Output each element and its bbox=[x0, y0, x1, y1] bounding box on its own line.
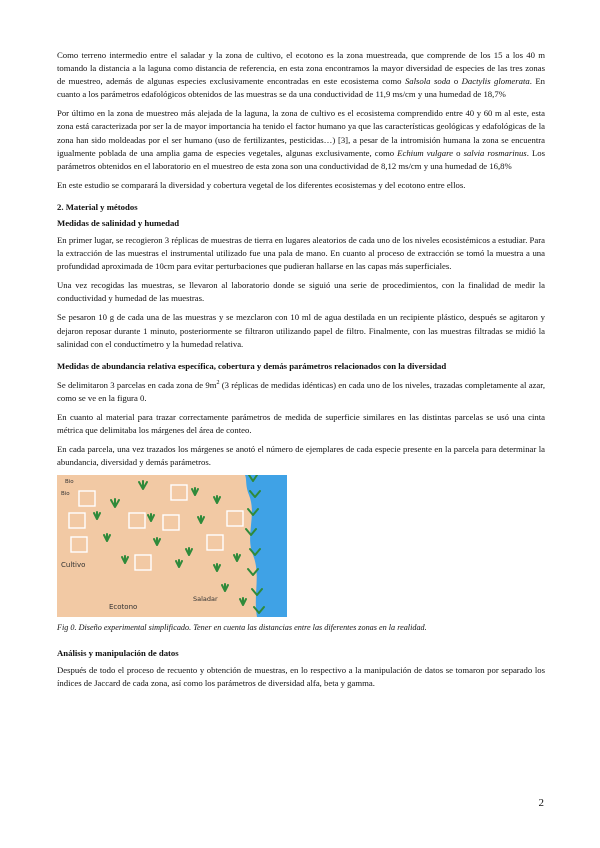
species-name: Echium vulgare bbox=[397, 147, 454, 158]
figure-label-bio-small: Bio bbox=[61, 491, 70, 498]
figure-caption: Fig 0. Diseño experimental simplificado. Tener en cuenta las distancias entre las diferentes zonas en la realidad. bbox=[57, 623, 427, 633]
page-number: 2 bbox=[538, 797, 544, 809]
figure-label-cultivo: Cultivo bbox=[61, 561, 86, 570]
paragraph-sampling: En primer lugar, se recogieron 3 réplicas de muestras de tierra en lugares aleatorios de cada uno de los niveles ecosistémicos a estudiar. Para la extracción de las muestras el instrumental utilizado fue una pala de mano. En cuanto al proceso de extracción se tomó la muestra a una profundidad aproximada de 10cm para evitar perturbaciones que pudieran hallarse en las capas más superficiales. bbox=[57, 234, 545, 272]
figure-experimental-design bbox=[57, 475, 287, 617]
paragraph-lab: Una vez recogidas las muestras, se llevaron al laboratorio donde se siguió una serie de procedimientos, con la finalidad de medir la conductividad y humedad de las muestras. bbox=[57, 280, 545, 304]
paragraph-cultivo: Por último en la zona de muestreo más alejada de la laguna, la zona de cultivo es el ecosistema comprendido entre 40 y 60 m al este, esta zona está caracterizada por ser la de mayor importancia ha tenido el factor humano ya que las características geológicas y edafológicas de la zona han sido moldeadas por el ser humano (uso de fertilizantes, pesticidas…) [3], a pesar de la intromisión humana la zona se encuentra igualmente poblada de una amplia gama de especies vegetales, algunas exclusivamente, como Echium vulgare o salvia rosmarinus. Los parámetros obtenidos en el laboratorio en el muestreo de esta zona son una conductividad de 8,12 ms/cm y una humedad de 16,8% bbox=[57, 108, 546, 171]
figure-drawing bbox=[57, 475, 287, 617]
species-name: Dactylis glomerata bbox=[461, 76, 530, 87]
paragraph-ecotono: Como terreno intermedio entre el saladar y la zona de cultivo, el ecotono es la zona muestreada, que comprende de los 15 a los 40 m tomando la distancia a la laguna como distancia de referencia, en esta zona encontramos la mayor diversidad de especies de las tres zonas de muestreo, además de algunas especies exclusivamente encontradas en este ecosistema como Salsola soda o Dactylis glomerata. En cuanto a los parámetros edafológicos obtenidos de las muestras se da una conductividad de 11,9 ms/cm y una humedad de 18,7% bbox=[57, 50, 546, 100]
subsection-title-abundance: Medidas de abundancia relativa específica, cobertura y demás parámetros relacionados con la diversidad bbox=[57, 360, 447, 371]
species-name: Salsola soda bbox=[404, 76, 451, 87]
figure-label-ecotono: Ecotono bbox=[109, 603, 138, 612]
page-body bbox=[57, 49, 545, 696]
paragraph-analysis: Después de todo el proceso de recuento y obtención de muestras, en lo respectivo a la manipulación de datos se tomaron por separado los índices de Jaccard de cada zona, así como los parámetros de diversidad alfa, beta y gamma. bbox=[57, 665, 545, 689]
section-title-analysis: Análisis y manipulación de datos bbox=[57, 648, 179, 659]
section-title-methods: 2. Material y métodos bbox=[57, 201, 138, 212]
paragraph-measurement: Se pesaron 10 g de cada una de las muestras y se mezclaron con 10 ml de agua destilada en un recipiente plástico, después se agitaron y dejaron reposar durante 1 minuto, posteriormente se filtraron utilizando papel de filtro. Finalmente, con las muestras filtradas se midió la salinidad con el conductímetro y la humedad relativa. bbox=[57, 312, 545, 349]
paragraph-study-aim: En este estudio se comparará la diversidad y cobertura vegetal de los diferentes ecosistemas y del ecotono entre ellos. bbox=[57, 179, 466, 190]
paragraph-plots: Se delimitaron 3 parcelas en cada zona de $9m^2$ (3 réplicas de medidas idénticas) en cada uno de los niveles, trazadas completamente al azar, como se ve en la figura 0. bbox=[57, 379, 545, 403]
species-name: salvia rosmarinus bbox=[463, 147, 527, 158]
figure-label-saladar: Saladar bbox=[193, 595, 218, 604]
paragraph-counting: En cada parcela, una vez trazados los márgenes se anotó el número de ejemplares de cada especie presente en la parcela para determinar la abundancia, diversidad y demás parámetros. bbox=[57, 443, 545, 468]
subsection-title-salinity: Medidas de salinidad y humedad bbox=[57, 217, 180, 228]
paragraph-material: En cuanto al material para trazar correctamente parámetros de medida de superficie similares en las distintas parcelas se usó una cinta métrica que delimitaba los márgenes del área de conteo. bbox=[57, 411, 545, 435]
figure-label-bio: Bio bbox=[65, 479, 74, 486]
